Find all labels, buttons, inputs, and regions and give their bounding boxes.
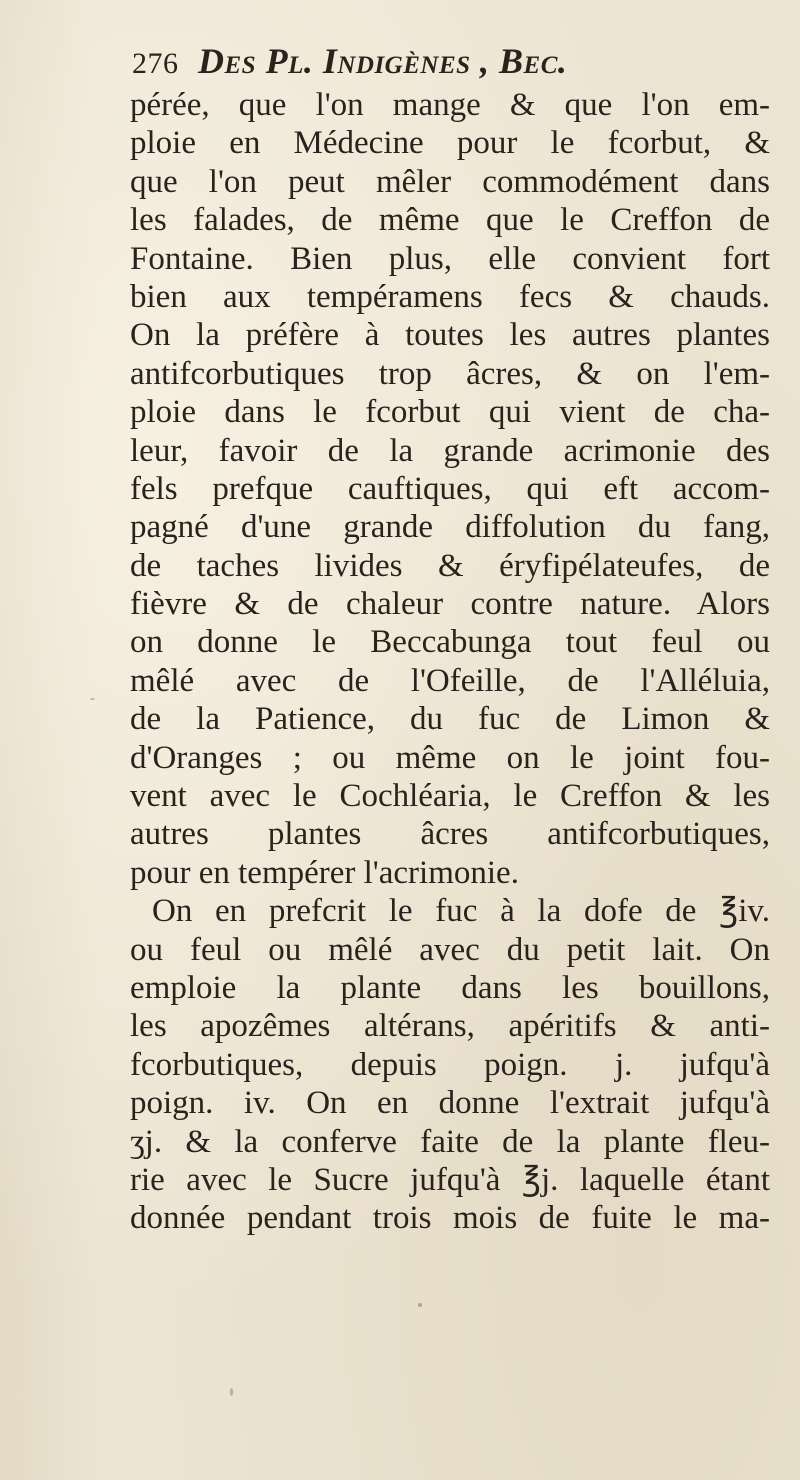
text-line: de taches livides & éryfipélateufes, de	[130, 547, 770, 584]
text-line: antifcorbutiques trop âcres, & on l'em-	[130, 355, 770, 392]
text-line: ploie dans le fcorbut qui vient de cha-	[130, 394, 770, 431]
text-line: bien aux tempéramens fecs & chauds.	[130, 278, 770, 315]
running-head	[132, 40, 752, 90]
text-line: fièvre & de chaleur contre nature. Alors	[130, 586, 770, 623]
text-line: que l'on peut mêler commodément dans	[130, 163, 770, 200]
text-line: ploie en Médecine pour le fcorbut, &	[130, 125, 770, 162]
text-line: d'Oranges ; ou même on le joint fou-	[130, 739, 770, 776]
text-line: ʒj. & la conferve faite de la plante fleu-	[130, 1123, 770, 1160]
body-text	[130, 86, 770, 1238]
text-line: pour en tempérer l'acrimonie.	[130, 854, 519, 891]
ink-speck	[90, 698, 95, 700]
text-line: mêlé avec de l'Ofeille, de l'Alléluia,	[130, 662, 770, 699]
text-line: les falades, de même que le Creffon de	[130, 202, 770, 239]
text-line: fels prefque cauftiques, qui eft accom-	[130, 470, 770, 507]
text-line: poign. iv. On en donne l'extrait jufqu'à	[130, 1085, 770, 1122]
text-line: On la préfère à toutes les autres plantes	[130, 317, 770, 354]
text-line: pagné d'une grande diffolution du fang,	[130, 509, 770, 546]
ink-speck	[418, 1303, 422, 1307]
text-line: vent avec le Cochléaria, le Creffon & les	[130, 778, 770, 815]
page-number: 276	[132, 47, 179, 80]
text-line: on donne le Beccabunga tout feul ou	[130, 624, 770, 661]
text-line: autres plantes âcres antifcorbutiques,	[130, 816, 770, 853]
text-line: Fontaine. Bien plus, elle convient fort	[130, 240, 770, 277]
text-line: fcorbutiques, depuis poign. j. jufqu'à	[130, 1046, 770, 1083]
text-line: On en prefcrit le fuc à la dofe de ℥iv.	[152, 893, 770, 930]
text-line: rie avec le Sucre jufqu'à ℥j. laquelle étant	[130, 1161, 770, 1198]
text-line: donnée pendant trois mois de fuite le ma-	[130, 1200, 770, 1237]
ink-speck	[230, 1388, 233, 1396]
running-title: Des Pl. Indigènes , Bec.	[198, 41, 568, 81]
text-line: ou feul ou mêlé avec du petit lait. On	[130, 931, 770, 968]
text-line: de la Patience, du fuc de Limon &	[130, 701, 770, 738]
text-line: les apozêmes altérans, apéritifs & anti-	[130, 1008, 770, 1045]
text-line: leur, favoir de la grande acrimonie des	[130, 432, 770, 469]
text-line: pérée, que l'on mange & que l'on em-	[130, 87, 770, 123]
text-line: emploie la plante dans les bouillons,	[130, 969, 770, 1006]
